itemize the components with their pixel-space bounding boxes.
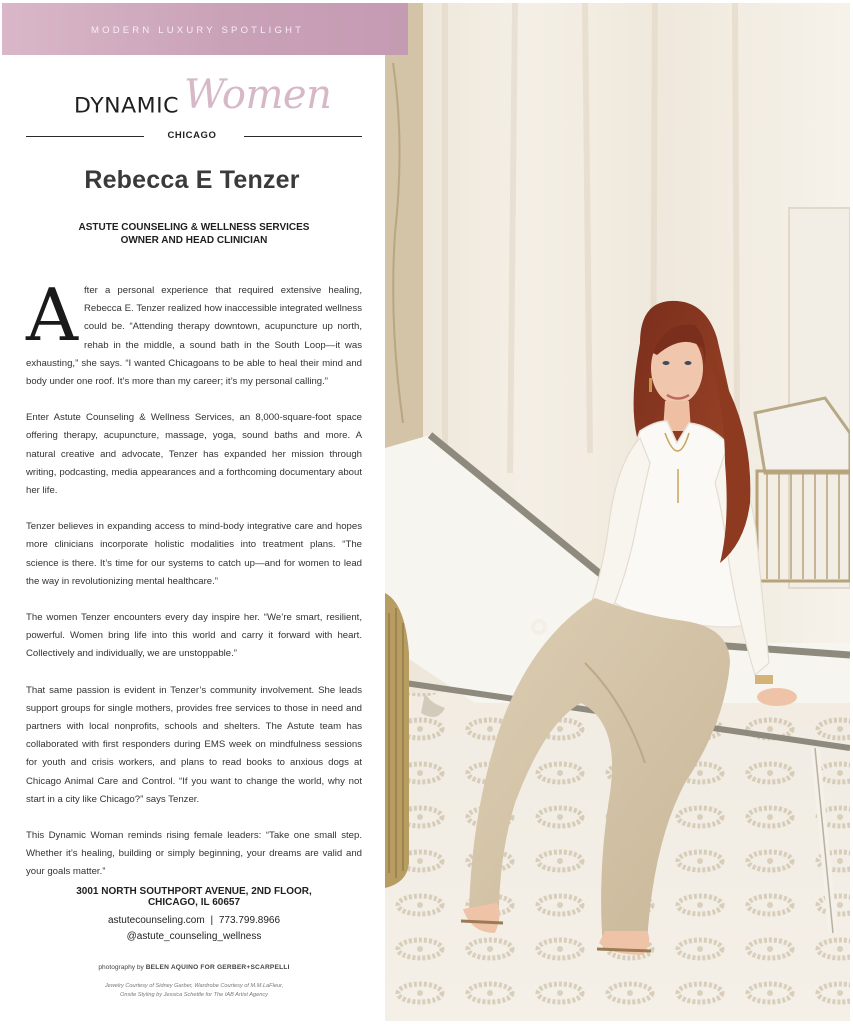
- section-banner: [2, 3, 408, 55]
- company-name: ASTUTE COUNSELING & WELLNESS SERVICES: [78, 222, 310, 233]
- masthead-rule-right: [244, 136, 362, 137]
- masthead-dynamic: DYNAMIC: [74, 94, 180, 119]
- portrait-illustration: [385, 3, 850, 1021]
- company-title: [0, 221, 388, 247]
- paragraph-3: Tenzer believes in expanding access to mind-body integrative care and hopes more clinicians incorporate holistic modalities into treatment plans. “The science is there. It’s time for our systems to catch up—and for women to lead the way in revolutionizing mental healthcare.”: [26, 521, 362, 587]
- masthead-women-script: Women: [184, 72, 332, 118]
- paragraph-1-text: fter a personal experience that required extensive healing, Rebecca E. Tenzer realized how inaccessible integrated wellness could be. “Attending therapy downtown, acupuncture up north, rehab in the middle, a sound bath in the South Loop—it was exhausting,” she says. “I wanted Chicagoans to be able to heal their mind and body under one roof. It’s more than my career; it’s my personal calling.”: [26, 285, 362, 388]
- courtesy-line-1: Jewelry Courtesy of Sidney Garber, Wardrobe Courtesy of M.M.LaFleur,: [104, 983, 284, 989]
- courtesy-line-2: Onsite Styling by Jessica Schettle for The IAB Artist Agency: [120, 992, 268, 998]
- courtesy-credits: [0, 982, 388, 1000]
- masthead-city: CHICAGO: [167, 130, 217, 141]
- photo-credit-prefix: photography by: [98, 964, 144, 971]
- portrait-photo: [385, 3, 850, 1021]
- article-column: [0, 0, 384, 1024]
- address-line-1: 3001 NORTH SOUTHPORT AVENUE, 2ND FLOOR,: [76, 886, 312, 897]
- photographer-name: BELEN AQUINO FOR GERBER+SCARPELLI: [145, 964, 290, 971]
- business-address: [0, 886, 388, 908]
- address-line-2: CHICAGO, IL 60657: [147, 897, 241, 908]
- drop-cap: A: [26, 273, 78, 357]
- masthead: [0, 72, 384, 152]
- article-body: [26, 273, 362, 900]
- profile-name: Rebecca E Tenzer: [84, 166, 300, 194]
- website-link[interactable]: astutecounseling.com: [107, 915, 205, 926]
- photo-credit: [0, 964, 388, 971]
- paragraph-5: That same passion is evident in Tenzer’s community involvement. She leads support groups for single mothers, provides free services to those in need and partners with local nonprofits, schools and shelters. The Astute team has collaborated with first responders during EMS week on mindfulness sessions for youth and crisis workers, and plans to read books to anxious dogs at Chicago Animal Care and Control. “If you want to change the world, why not start in a city like Chicago?” says Tenzer.: [26, 684, 362, 805]
- paragraph-4: The women Tenzer encounters every day inspire her. “We’re smart, resilient, powerful. Women bring life into this world and carry it forward with heart. Collectively and individually, we are unstoppable.”: [26, 612, 362, 660]
- job-title: OWNER AND HEAD CLINICIAN: [120, 235, 268, 246]
- contact-info: [0, 913, 388, 945]
- contact-separator: |: [210, 915, 214, 926]
- social-handle[interactable]: @astute_counseling_wellness: [126, 931, 262, 942]
- paragraph-2: Enter Astute Counseling & Wellness Services, an 8,000-square-foot space offering therapy, acupuncture, massage, yoga, sound baths and more. A natural creative and advocate, Tenzer has expanded her mission through writing, podcasting, media appearances and a forthcoming documentary about her life.: [26, 412, 362, 497]
- phone-number[interactable]: 773.799.8966: [218, 915, 281, 926]
- banner-label: MODERN LUXURY SPOTLIGHT: [91, 25, 305, 36]
- paragraph-6: This Dynamic Woman reminds rising female leaders: “Take one small step. Whether it’s healing, building or simply beginning, your dreams are valid and your goals matter.”: [26, 830, 362, 878]
- paragraph-1: [26, 273, 362, 391]
